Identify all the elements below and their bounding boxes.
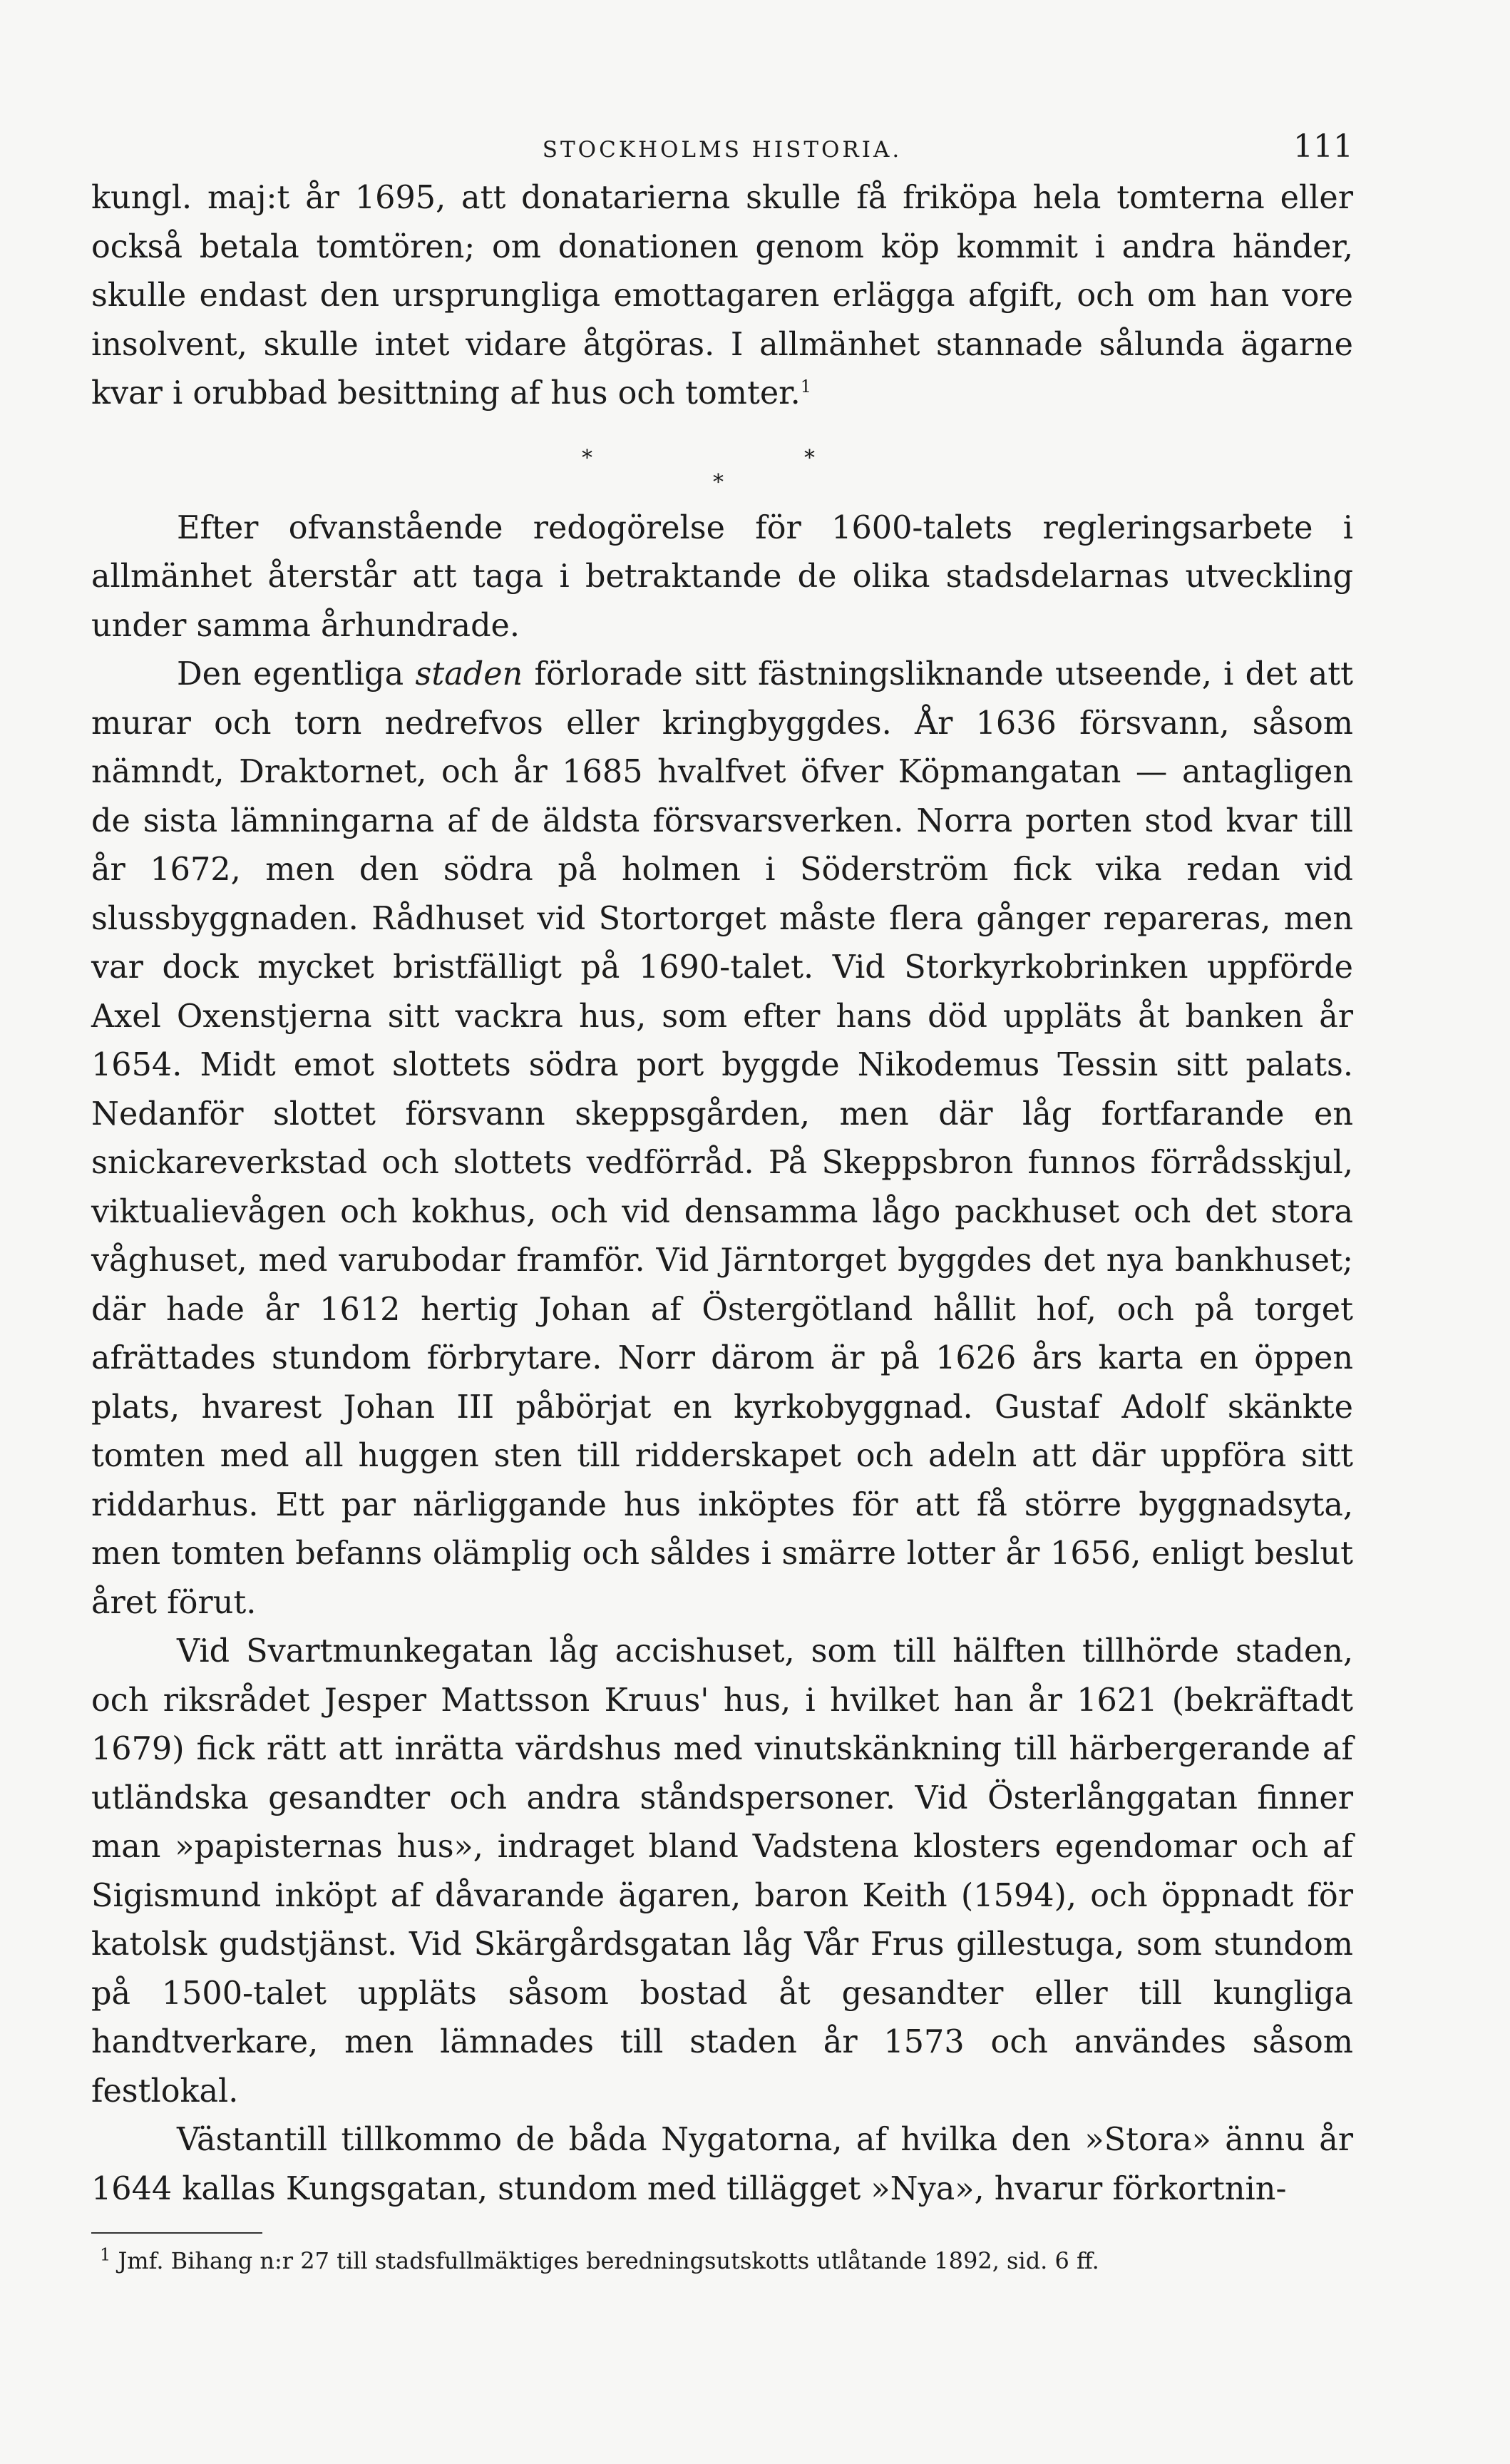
footnote-number: 1 [100, 2244, 111, 2265]
asterisk: * [582, 445, 592, 471]
paragraph-4: Vid Svartmunkegatan låg accishuset, som till hälften tillhörde staden, och riksrådet Jesper Mattsson Kruus' hus, i hvilket han år 1621 (bekräftadt 1679) fick rätt att inrätta värdshus med vinutskänkning till härbergerande af utländska gesandter och andra ståndspersoner. Vid Österlånggatan finner man »papisternas hus», indraget bland Vadstena klosters egendomar och af Sigismund inköpt af dåvarande ägaren, baron Keith (1594), och öppnadt för katolsk gudstjänst. Vid Skärgårdsgatan låg Vår Frus gillestuga, som stundom på 1500-talet uppläts såsom bostad åt gesandter eller till kungliga handtverkare, men lämnades till staden år 1573 och användes såsom festlokal. [91, 1633, 1353, 2110]
body-text [91, 174, 1353, 2214]
paragraph-5: Västantill tillkommo de båda Nygatorna, af hvilka den »Stora» ännu år 1644 kallas Kungsgatan, stundom med tillägget »Nya», hvarur förkortnin- [91, 2122, 1353, 2207]
running-title: STOCKHOLMS HISTORIA. [542, 137, 903, 163]
footnote-text: Jmf. Bihang n:r 27 till stadsfullmäktiges beredningsutskotts utlåtande 1892, sid. 6 ff. [118, 2247, 1099, 2274]
asterisk: * [804, 445, 815, 471]
page-number: 111 [1293, 128, 1353, 165]
page-header [91, 128, 1353, 174]
italic-term: staden [415, 656, 523, 692]
footnote-rule [91, 2232, 262, 2234]
paragraph-2: Efter ofvanstående redogörelse för 1600-talets regleringsarbete i allmänhet återstår att taga i betraktande de olika stadsdelarnas utveckling under samma århundrade. [91, 509, 1353, 644]
footnote [91, 2245, 1353, 2276]
paragraph-3 [91, 650, 1353, 1627]
asterisk: * [713, 469, 724, 495]
book-page [91, 128, 1353, 2276]
paragraph-1 [91, 174, 1353, 419]
paragraph-1-text: kungl. maj:t år 1695, att donatarierna skulle få friköpa hela tomterna eller också betala tomtören; om donationen genom köp kommit i andra händer, skulle endast den ursprungliga emottagaren erlägga afgift, och om han vore insolvent, skulle intet vidare åtgöras. I allmänhet stannade sålunda ägarne kvar i orubbad besittning af hus och tomter. [91, 180, 1353, 411]
section-break-asterisks [91, 419, 1353, 504]
paragraph-3-rest: förlorade sitt fästningsliknande utseende, i det att murar och torn nedrefvos eller kringbyggdes. År 1636 försvann, såsom nämndt, Draktornet, och år 1685 hvalfvet öfver Köpmangatan — antagligen de sista lämningarna af de äldsta försvarsverken. Norra porten stod kvar till år 1672, men den södra på holmen i Söderström fick vika redan vid slussbyggnaden. Rådhuset vid Stortorget måste flera gånger repareras, men var dock mycket bristfälligt på 1690-talet. Vid Storkyrkobrinken uppförde Axel Oxenstjerna sitt vackra hus, som efter hans död uppläts åt banken år 1654. Midt emot slottets södra port byggde Nikodemus Tessin sitt palats. Nedanför slottet försvann skeppsgården, men där låg fortfarande en snickareverkstad och slottets vedförråd. På Skeppsbron funnos förrådsskjul, viktualievågen och kokhus, och vid densamma lågo packhuset och det stora våghuset, med varubodar framför. Vid Järntorget byggdes det nya bankhuset; där hade år 1612 hertig Johan af Östergötland hållit hof, och på torget afrättades stundom förbrytare. Norr därom är på 1626 års karta en öppen plats, hvarest Johan III påbörjat en kyrkobyggnad. Gustaf Adolf skänkte tomten med all huggen sten till ridderskapet och adeln att där uppföra sitt riddarhus. Ett par närliggande hus inköptes för att få större byggnadsyta, men tomten befanns olämplig och såldes i smärre lotter år 1656, enligt beslut året förut. [91, 656, 1353, 1621]
paragraph-3-start: Den egentliga [177, 656, 416, 692]
footnote-reference: 1 [800, 377, 811, 397]
